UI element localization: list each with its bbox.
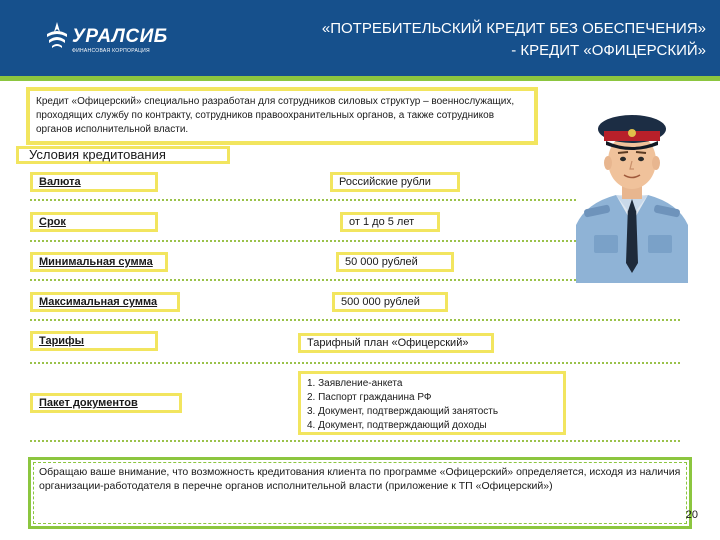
- title-line-2: - КРЕДИТ «ОФИЦЕРСКИЙ»: [511, 42, 706, 59]
- label-term: Срок: [30, 212, 158, 232]
- page-title: [206, 18, 706, 62]
- document-item: 4. Документ, подтверждающий доходы: [307, 420, 487, 431]
- label-tariffs: Тарифы: [30, 331, 158, 351]
- header-accent-stripe: [0, 76, 720, 81]
- value-max-amount: 500 000 рублей: [332, 292, 448, 312]
- document-item: 1. Заявление-анкета: [307, 378, 403, 389]
- page-number: 20: [685, 509, 698, 521]
- logo-name: УРАЛСИБ: [72, 26, 168, 47]
- value-tariffs: Тарифный план «Офицерский»: [298, 333, 494, 353]
- logo-subtitle: ФИНАНСОВАЯ КОРПОРАЦИЯ: [72, 48, 150, 54]
- row-divider: [30, 319, 680, 321]
- document-item: 3. Документ, подтверждающий занятость: [307, 406, 499, 417]
- uralsib-logo: [44, 14, 184, 64]
- notice-box: [28, 457, 692, 529]
- intro-text: Кредит «Офицерский» специально разработан для сотрудников силовых структур – военнослужащих, проходящих службу по контракту, сотрудников правоохранительных органов, а также сотрудников органов исполнительной власти.: [26, 87, 538, 145]
- label-min-amount: Минимальная сумма: [30, 252, 168, 272]
- label-max-amount: Максимальная сумма: [30, 292, 180, 312]
- value-term: от 1 до 5 лет: [340, 212, 440, 232]
- document-item: 2. Паспорт гражданина РФ: [307, 392, 432, 403]
- logo-mark-icon: [44, 20, 70, 50]
- documents-list: [298, 371, 566, 435]
- value-min-amount: 50 000 рублей: [336, 252, 454, 272]
- conditions-heading: Условия кредитования: [16, 146, 230, 164]
- label-currency: Валюта: [30, 172, 158, 192]
- row-divider: [30, 362, 680, 364]
- officer-figure: [576, 95, 688, 283]
- officer-illustration: [576, 95, 688, 283]
- title-line-1: «ПОТРЕБИТЕЛЬСКИЙ КРЕДИТ БЕЗ ОБЕСПЕЧЕНИЯ»: [321, 20, 706, 37]
- notice-text: Обращаю ваше внимание, что возможность кредитования клиента по программе «Офицерский» определяется, исходя из наличия организации-работодателя в перечне органов исполнительной власти (приложение к ТП «Офицерский»): [39, 466, 681, 492]
- label-documents: Пакет документов: [30, 393, 182, 413]
- row-divider: [30, 440, 680, 442]
- value-currency: Российские рубли: [330, 172, 460, 192]
- header-bar: [0, 0, 720, 76]
